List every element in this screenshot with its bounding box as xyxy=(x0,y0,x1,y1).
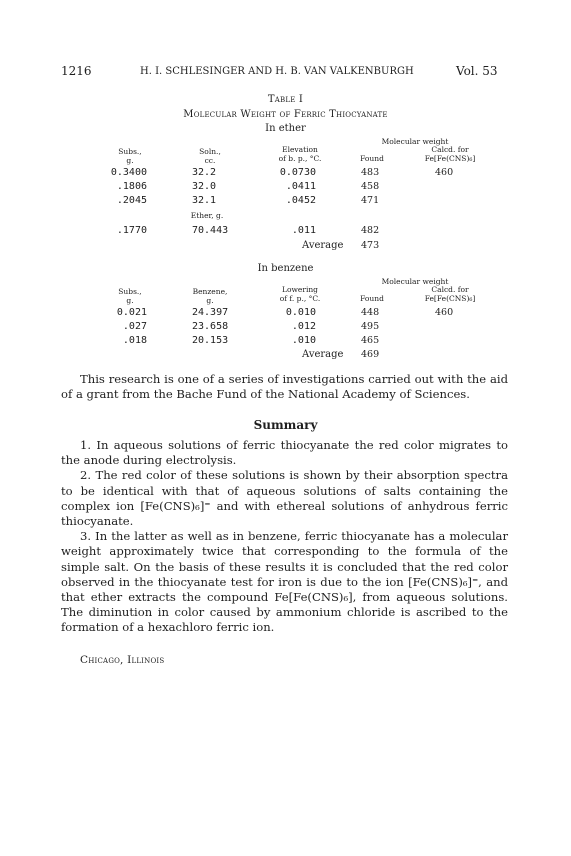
table-cell: 460 xyxy=(435,307,454,318)
ether-col-found: Found xyxy=(360,154,384,163)
table-cell: 23.658 xyxy=(192,321,229,332)
table-cell: .010 xyxy=(291,335,316,346)
ether-subtitle: In ether xyxy=(265,123,306,134)
summary-list xyxy=(61,438,508,636)
summary-item: 1. In aqueous solutions of ferric thiocyanate the red color migrates to the anode during electrolysis. xyxy=(61,438,508,468)
benzene-col-lowering: Lowering of f. p., °C. xyxy=(279,285,321,303)
table-cell: 70.443 xyxy=(192,225,229,236)
table-cell: 483 xyxy=(361,167,380,178)
table-cell: 465 xyxy=(361,335,380,346)
benzene-col-subs: Subs., g. xyxy=(118,287,142,305)
summary-item: 3. In the latter as well as in benzene, ferric thiocyanate has a molecular weight approximately twice that corresponding to the formula of the simple salt. On the basis of these results it is concluded that the red color observed in the thiocyanate test for iron is due to the ion [Fe(CNS)₆]⁼, and that ether extracts the compound Fe[Fe(CNS)₆], from aqueous solutions. The diminution in color caused by ammonium chloride is ascribed to the formation of a hexachloro ferric ion. xyxy=(61,529,508,635)
summary-heading: Summary xyxy=(253,418,318,432)
ether-col-soln: Soln., cc. xyxy=(199,147,221,165)
benzene-col-calcd: Calcd. for Fe[Fe(CNS)₆] xyxy=(424,285,476,303)
table-cell: 20.153 xyxy=(192,335,229,346)
acknowledgment-paragraph: This research is one of a series of investigations carried out with the aid of a grant from the Bache Fund of the National Academy of Sciences. xyxy=(61,372,508,402)
table-cell: 460 xyxy=(435,167,454,178)
table-cell: 32.2 xyxy=(192,167,217,178)
table-cell: .2045 xyxy=(116,195,147,206)
table-cell: .1806 xyxy=(116,181,147,192)
table-cell: 32.1 xyxy=(192,195,217,206)
table-cell: 24.397 xyxy=(192,307,229,318)
ether-average-label: Average xyxy=(302,240,344,251)
ether-col-subs: Subs., g. xyxy=(118,147,142,165)
benzene-mw-group-header: Molecular weight xyxy=(381,277,449,286)
table-cell: .0411 xyxy=(285,181,316,192)
ether-mw-group-header: Molecular weight xyxy=(381,137,449,146)
table-cell: 458 xyxy=(361,181,380,192)
ether-average-value: 473 xyxy=(361,240,380,251)
summary-item: 2. The red color of these solutions is shown by their absorption spectra to be identical with that of aqueous solutions of salts containing the complex ion [Fe(CNS)₆]⁼ and with ethereal solutions of anhydrous ferric thiocyanate. xyxy=(61,468,508,529)
table-title: Molecular Weight of Ferric Thiocyanate xyxy=(183,109,388,120)
table-cell: 482 xyxy=(361,225,380,236)
table-cell: 495 xyxy=(361,321,380,332)
running-title: H. I. SCHLESINGER AND H. B. VAN VALKENBURGH xyxy=(140,66,414,77)
table-cell: .0452 xyxy=(285,195,316,206)
table-cell: 0.0730 xyxy=(279,167,316,178)
table-cell: 0.3400 xyxy=(110,167,147,178)
ether-col-calcd: Calcd. for Fe[Fe(CNS)₆] xyxy=(424,145,476,163)
table-cell: 0.021 xyxy=(116,307,147,318)
table-cell: 448 xyxy=(361,307,380,318)
volume-label: Vol. 53 xyxy=(456,64,498,78)
table-cell: .1770 xyxy=(116,225,147,236)
benzene-average-value: 469 xyxy=(361,349,380,360)
benzene-col-found: Found xyxy=(360,294,384,303)
table-cell: .011 xyxy=(291,225,316,236)
benzene-subtitle: In benzene xyxy=(257,263,314,274)
table-cell: .012 xyxy=(291,321,316,332)
table-cell: .027 xyxy=(122,321,147,332)
location-signoff: Chicago, Illinois xyxy=(80,654,165,666)
table-cell: 32.0 xyxy=(192,181,217,192)
ether-col-elevation: Elevation of b. p., °C. xyxy=(278,145,322,163)
table-label: Table I xyxy=(267,94,304,105)
benzene-average-label: Average xyxy=(302,349,344,360)
page-number: 1216 xyxy=(61,64,92,78)
table-cell: 471 xyxy=(361,195,380,206)
benzene-col-benzene: Benzene, g. xyxy=(192,287,228,305)
table-cell: 0.010 xyxy=(285,307,316,318)
table-cell: .018 xyxy=(122,335,147,346)
ether-mass-label: Ether, g. xyxy=(190,211,224,220)
